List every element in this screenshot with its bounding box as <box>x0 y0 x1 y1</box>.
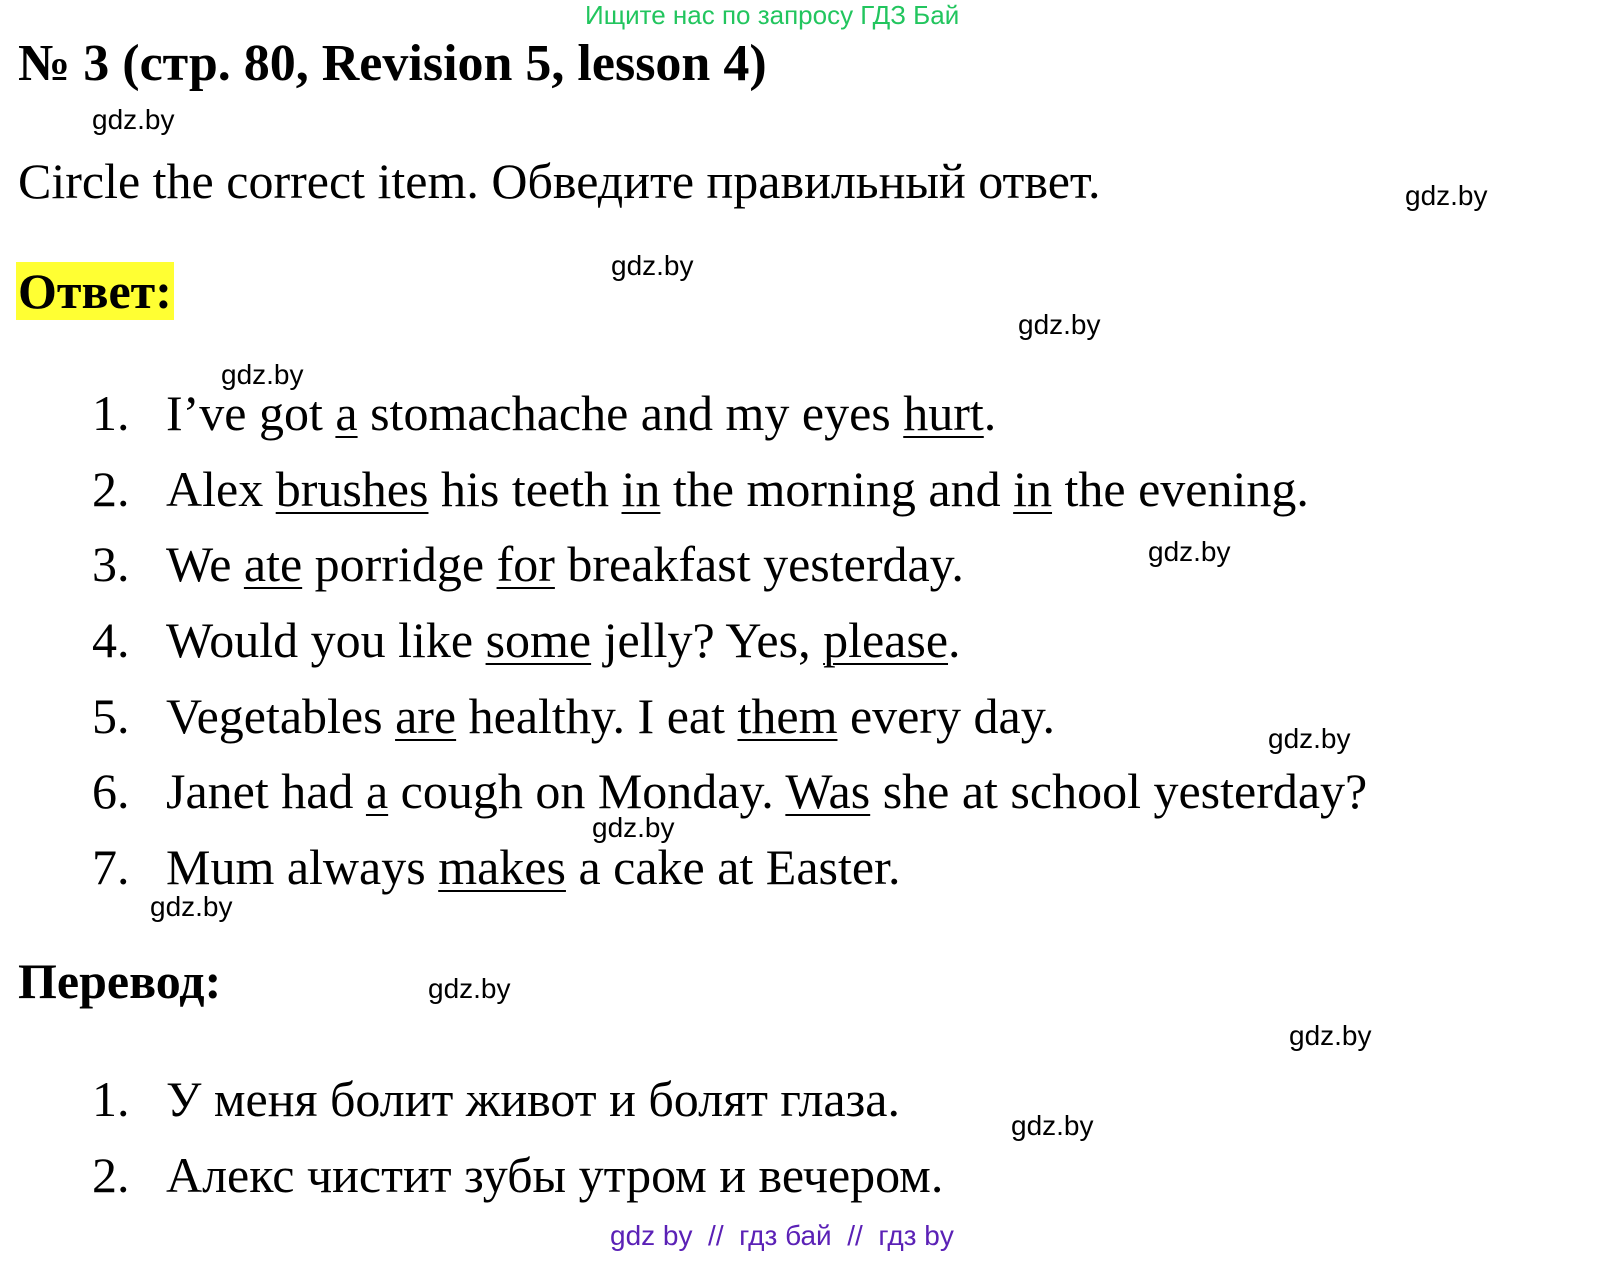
translation-item <box>92 1070 900 1128</box>
underlined-answer: in <box>1013 461 1053 517</box>
watermark: gdz.by <box>592 812 675 843</box>
sentence-text: porridge <box>302 536 497 592</box>
sentence-text: Alex <box>166 461 276 517</box>
answer-label: Ответ: <box>18 263 172 319</box>
underlined-answer: brushes <box>275 461 429 517</box>
answer-item <box>92 687 1055 745</box>
sentence-text: jelly? Yes, <box>591 612 824 668</box>
answer-number: 7. <box>92 839 130 895</box>
search-banner: Ищите нас по запросу ГДЗ Бай <box>585 0 960 30</box>
sentence-text: healthy. I eat <box>456 688 738 744</box>
answer-number: 5. <box>92 688 130 744</box>
answer-item <box>92 460 1309 518</box>
sentence-text: his teeth <box>428 461 622 517</box>
sentence-text: cough on Monday. <box>388 763 786 819</box>
answer-item <box>92 535 964 593</box>
watermark: gdz.by <box>1405 180 1488 211</box>
watermark: gdz.by <box>428 973 511 1004</box>
underlined-answer: are <box>395 688 457 744</box>
underlined-answer: a <box>365 763 389 819</box>
answer-item <box>92 611 961 669</box>
sentence-text: a cake at Easter. <box>565 839 901 895</box>
watermark: gdz.by <box>1018 309 1101 340</box>
translation-number: 2. <box>92 1147 130 1203</box>
answer-item <box>92 762 1367 820</box>
underlined-answer: them <box>737 688 838 744</box>
underlined-answer: for <box>496 536 555 592</box>
watermark: gdz.by <box>150 891 233 922</box>
translation-text: Алекс чистит зубы утром и вечером. <box>166 1147 944 1203</box>
underlined-answer: ate <box>243 536 303 592</box>
sentence-text: Janet had <box>166 763 366 819</box>
sentence-text: she at school yesterday? <box>870 763 1368 819</box>
sentence-text: breakfast yesterday. <box>554 536 964 592</box>
answer-number: 1. <box>92 385 130 441</box>
sentence-text: every day. <box>837 688 1055 744</box>
translation-label: Перевод: <box>18 953 222 1009</box>
sentence-text: We <box>166 536 244 592</box>
watermark: gdz.by <box>611 250 694 281</box>
sentence-text: Vegetables <box>166 688 396 744</box>
translation-item <box>92 1146 943 1204</box>
underlined-answer: in <box>621 461 661 517</box>
page-title: № 3 (стр. 80, Revision 5, lesson 4) <box>18 35 767 92</box>
watermark: gdz.by <box>221 359 304 390</box>
task-instruction: Circle the correct item. Обведите правильный ответ. <box>18 153 1101 209</box>
watermark: gdz.by <box>1148 536 1231 567</box>
footer-links: gdz by // гдз бай // гдз by <box>610 1220 954 1251</box>
sentence-text: the evening. <box>1052 461 1309 517</box>
answer-item <box>92 384 996 442</box>
answer-number: 6. <box>92 763 130 819</box>
watermark: gdz.by <box>92 104 175 135</box>
sentence-text: I’ve got <box>166 385 336 441</box>
sentence-text: Would you like <box>166 612 486 668</box>
underlined-answer: some <box>485 612 592 668</box>
translation-text: У меня болит живот и болят глаза. <box>166 1071 900 1127</box>
sentence-text: the morning and <box>660 461 1014 517</box>
sentence-text: . <box>983 385 997 441</box>
sentence-text: Mum always <box>166 839 439 895</box>
underlined-answer: Was <box>785 763 871 819</box>
sentence-text: stomachache and my eyes <box>357 385 904 441</box>
watermark: gdz.by <box>1268 723 1351 754</box>
underlined-answer: hurt <box>903 385 984 441</box>
answer-number: 4. <box>92 612 130 668</box>
underlined-answer: please <box>823 612 949 668</box>
watermark: gdz.by <box>1289 1020 1372 1051</box>
answer-item <box>92 838 900 896</box>
translation-number: 1. <box>92 1071 130 1127</box>
answer-number: 3. <box>92 536 130 592</box>
underlined-answer: a <box>335 385 358 441</box>
watermark: gdz.by <box>1011 1110 1094 1141</box>
sentence-text: . <box>948 612 961 668</box>
answer-number: 2. <box>92 461 130 517</box>
underlined-answer: makes <box>438 839 566 895</box>
